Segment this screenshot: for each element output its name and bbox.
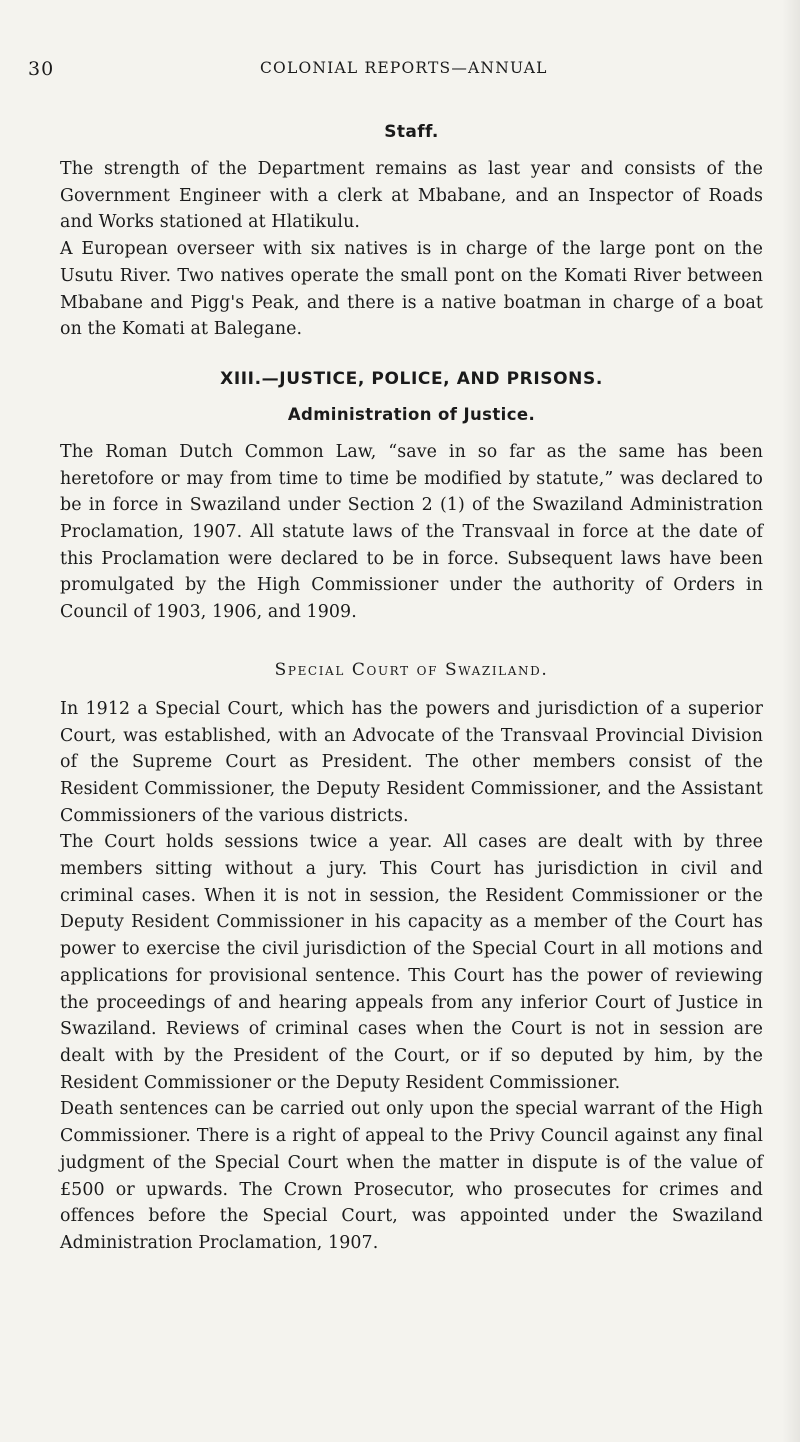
staff-paragraph-1: The strength of the Department remains as last year and consists of the Government Engineer with a clerk at Mbabane, and an Inspector of Roads and Works stationed at Hlatikulu. <box>60 159 763 233</box>
section-xiii-heading: XIII.—JUSTICE, POLICE, AND PRISONS. <box>220 368 603 389</box>
running-header <box>28 58 772 88</box>
staff-paragraph-2: A European overseer with six natives is in charge of the large pont on the Usutu River. Two natives operate the small pont on the Komati River between Mbabane and Pigg's Peak, and there is a native boatman in charge of a boat on the Komati at Balegane. <box>60 239 763 340</box>
special-court-heading: Special Court of Swaziland. <box>274 659 549 680</box>
running-header-title: COLONIAL REPORTS—ANNUAL <box>260 59 548 77</box>
special-court-paragraph-3: Death sentences can be carried out only upon the special warrant of the High Commissioner. There is a right of appeal to the Privy Council against any final judgment of the Special Court when the matter in dispute is of the value of £500 or upwards. The Crown Prosecutor, who prosecutes for crimes and offences before the Special Court, was appointed under the Swaziland Administration Proclamation, 1907. <box>60 1099 763 1253</box>
administration-of-justice-heading: Administration of Justice. <box>287 404 536 424</box>
page-body <box>60 108 763 1257</box>
staff-heading: Staff. <box>384 122 439 142</box>
special-court-paragraph-1: In 1912 a Special Court, which has the powers and jurisdiction of a superior Court, was established, with an Advocate of the Transvaal Provincial Division of the Supreme Court as President. The other members consist of the Resident Commissioner, the Deputy Resident Commissioner, and the Assistant Commissioners of the various districts. <box>60 698 763 826</box>
page-edge-shadow <box>782 0 800 1442</box>
page-number: 30 <box>28 58 55 80</box>
special-court-paragraph-2: The Court holds sessions twice a year. All cases are dealt with by three members sitting without a jury. This Court has jurisdiction in civil and criminal cases. When it is not in session, the Resident Commissioner or the Deputy Resident Commissioner in his capacity as a member of the Court has power to exercise the civil jurisdiction of the Special Court in all motions and applications for provisional sentence. This Court has the power of reviewing the proceedings of and hearing appeals from any inferior Court of Justice in Swaziland. Reviews of criminal cases when the Court is not in session are dealt with by the President of the Court, or if so deputed by him, by the Resident Commissioner or the Deputy Resident Commissioner. <box>60 832 763 1093</box>
justice-paragraph-1: The Roman Dutch Common Law, “save in so far as the same has been heretofore or may from time to time be modified by statute,” was declared to be in force in Swaziland under Section 2 (1) of the Swaziland Administration Proclamation, 1907. All statute laws of the Transvaal in force at the date of this Proclamation were declared to be in force. Subsequent laws have been promulgated by the High Commissioner under the authority of Orders in Council of 1903, 1906, and 1909. <box>60 441 763 623</box>
